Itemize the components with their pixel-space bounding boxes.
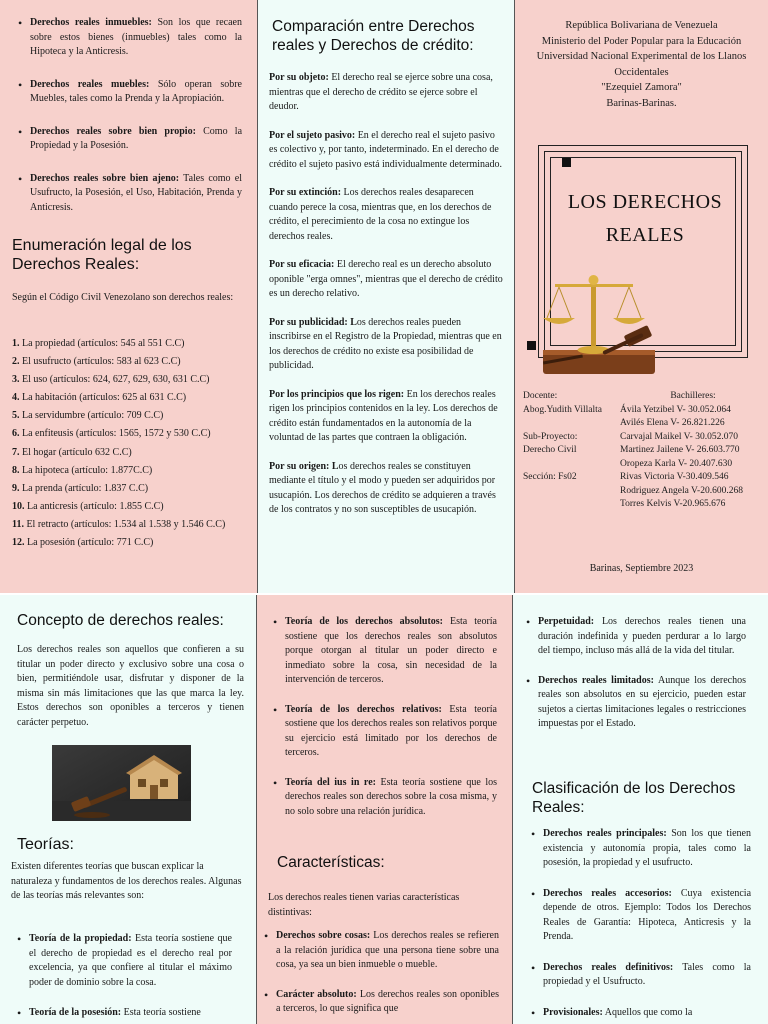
caracteristicas-intro: Los derechos reales tienen varias características distintivas: <box>268 892 460 918</box>
list-item: • Carácter absoluto: Los derechos reales son oponibles a terceros, lo que significa que <box>262 988 499 1017</box>
caracteristicas-heading: Características: <box>277 854 385 871</box>
panel-clasificacion <box>513 595 768 1024</box>
list-item: • Derechos reales definitivos: Tales como la propiedad y el Usufructo. <box>529 961 751 990</box>
teorias-paragraph: Existen diferentes teorías que buscan explicar la naturaleza y fundamentos de los derechos reales. Algunas de las teorías más relevantes son: <box>11 861 242 901</box>
caracteristicas-continued-list <box>524 615 746 732</box>
list-item: 11. El retracto (artículos: 1.534 al 1.538 y 1.546 C.C) <box>12 518 226 530</box>
list-item: Por su eficacia: El derecho real es un derecho absoluto oponible "erga omnes", mientras que el derecho de crédito es un derecho relativo. <box>269 259 503 299</box>
list-item: • Teoría de la propiedad: Esta teoría sostiene que el derecho de propiedad es el derecho real por excelencia, ya que confiere al titular el máximo poder de dominio sobre la cosa. <box>15 932 232 990</box>
list-item: Por su extinción: Los derechos reales desaparecen cuando perece la cosa, mientras que, en los derechos de crédito, el perecimiento de la cosa no extingue los derechos reales. <box>269 187 492 242</box>
cover-left-info: Docente: Abog.Yudith Villalta Sub-Proyecto: Derecho Civil Sección: Fs02 <box>523 391 602 482</box>
students-label: Bachilleres: <box>670 391 716 401</box>
decorative-square <box>527 341 536 350</box>
list-item: Rivas Victoria V-30.409.546 <box>620 472 729 482</box>
list-item: Oropeza Karla V- 20.407.630 <box>620 458 733 469</box>
house-gavel-image <box>52 745 191 821</box>
teorias-heading: Teorías: <box>17 836 74 853</box>
fold-line <box>256 595 257 1024</box>
enumeracion-intro: Según el Código Civil Venezolano son derechos reales: <box>12 292 234 303</box>
fold-line <box>257 0 258 593</box>
list-item: Por el sujeto pasivo: En el derecho real el sujeto pasivo es colectivo y, por tanto, indeterminado. En el derecho de crédito el sujeto pasivo está individualmente determinado. <box>269 129 502 170</box>
cover-date: Barinas, Septiembre 2023 <box>589 563 694 574</box>
clasificacion-heading: Clasificación de los Derechos Reales: <box>532 780 736 816</box>
list-item: Ávila Yetzibel V- 30.052.064 <box>620 404 731 415</box>
caracteristicas-list <box>262 929 499 1017</box>
comparacion-items <box>269 71 505 518</box>
teorias-continued-list <box>271 615 497 819</box>
list-item: Avilés Elena V- 26.821.226 <box>620 418 725 428</box>
list-item: Martinez Jailene V- 26.603.770 <box>620 445 740 455</box>
list-item: Por su origen: Los derechos reales se constituyen mediante el título y el modo y pueden ser adquiridos por usucapión. Los derechos de crédito se adquieren a través de los contratos y no son susceptibles de usucapión. <box>269 460 496 515</box>
list-item: • Derechos reales sobre bien propio: Como la Propiedad y la Posesión. <box>16 125 242 154</box>
list-item: • Derechos sobre cosas: Los derechos reales se refieren a la relación jurídica que una persona tiene sobre una cosa, ya sea un bien inmueble o mueble. <box>262 929 499 973</box>
list-item: 9. La prenda (artículo: 1.837 C.C) <box>12 482 149 494</box>
list-item: Por su objeto: El derecho real se ejerce sobre una cosa, mientras que el derecho de crédito se ejerce sobre el deudor. <box>269 72 493 112</box>
list-item: 5. La servidumbre (artículo: 709 C.C) <box>12 410 164 422</box>
panel-derechos-clases <box>0 0 257 593</box>
list-item: 7. El hogar (artículo 632 C.C) <box>12 446 132 458</box>
enumeracion-heading: Enumeración legal de los Derechos Reales: <box>12 237 192 273</box>
concepto-paragraph: Los derechos reales son aquellos que confieren a su titular un poder directo y exclusivo sobre una cosa o bien, permitiéndole usar, disfrutar y disponer de la misma sin más limitaciones que las que marca la ley. Estos derechos son oponibles a terceros y tienen carácter perpetuo. <box>17 644 244 728</box>
list-item: 6. La enfiteusis (artículos: 1565, 1572 y 530 C.C) <box>12 428 211 440</box>
list-item: 1. La propiedad (artículos: 545 al 551 C.C) <box>12 338 185 349</box>
list-item: • Perpetuidad: Los derechos reales tienen una duración indefinida y pueden perdurar a lo largo del tiempo, incluso más allá de la vida del titular. <box>524 615 746 659</box>
list-item: Por su publicidad: Los derechos reales pueden inscribirse en el Registro de la Propiedad, mientras que en los derechos de crédito no existe esa posibilidad de publicidad. <box>269 316 502 371</box>
list-item: • Derechos reales sobre bien ajeno: Tales como el Usufructo, la Posesión, el Uso, Habitación, Prenda y Anticresis. <box>16 172 242 216</box>
teorias-bullet-list <box>15 932 232 1021</box>
list-item: Carvajal Maikel V- 30.052.070 <box>620 431 738 442</box>
list-item: 2. El usufructo (artículos: 583 al 623 C.C) <box>12 356 181 368</box>
list-item: Por los principios que los rigen: En los derechos reales rigen los principios contenidos en la ley. Los derechos de crédito están fundamentados en la autonomía de la voluntad de las partes que contraen la obligación. <box>269 388 498 443</box>
list-item: Rodriguez Angela V-20.600.268 <box>620 485 743 496</box>
list-item: • Provisionales: Aquellos que como la <box>529 1006 751 1021</box>
list-item: • Teoría de los derechos absolutos: Esta teoría sostiene que los derechos reales son absolutos porque otorgan al titular un poder directo e inmediato sobre la cosa, sin necesidad de la intervención de terceros. <box>271 615 497 688</box>
panel-comparacion <box>258 0 514 593</box>
enumeracion-list <box>12 335 252 552</box>
list-item: 3. El uso (artículos: 624, 627, 629, 630, 631 C.C) <box>12 374 210 386</box>
concepto-heading: Concepto de derechos reales: <box>17 612 224 629</box>
panel-concepto <box>0 595 256 1024</box>
cover-students <box>620 390 766 512</box>
list-item: • Derechos reales limitados: Aunque los derechos reales son absolutos en su ejercicio, pueden estar sujetos a ciertas limitaciones legales o restricciones impuestas por el Estado. <box>524 674 746 732</box>
list-item: • Derechos reales accesorios: Cuya existencia depende de otros. Ejemplo: Todos los Derechos Reales de Garantía: Hipoteca, Anticresis y la Prenda. <box>529 887 751 945</box>
list-item: 8. La hipoteca (artículo: 1.877C.C) <box>12 464 153 476</box>
decorative-square <box>562 158 571 167</box>
clasificacion-list <box>529 827 751 1020</box>
clases-bullet-list <box>16 16 242 215</box>
list-item: • Derechos reales inmuebles: Son los que recaen sobre estos bienes (inmuebles) tales como la Hipoteca y la Anticresis. <box>16 16 242 60</box>
list-item: • Derechos reales muebles: Sólo operan sobre Muebles, tales como la Prenda y la Apropiación. <box>16 78 242 107</box>
list-item: 10. La anticresis (artículo: 1.855 C.C) <box>12 500 164 512</box>
cover-title: LOS DERECHOS REALES <box>567 191 723 246</box>
fold-line <box>512 595 513 1024</box>
list-item: • Teoría de los derechos relativos: Esta teoría sostiene que los derechos reales son relativos porque su ejercicio está limitado por los derechos de terceros. <box>271 703 497 761</box>
comparacion-heading: Comparación entre Derechos reales y Derechos de crédito: <box>272 18 475 54</box>
panel-cover <box>515 0 768 593</box>
panel-teorias-caracteristicas <box>257 595 512 1024</box>
list-item: • Derechos reales principales: Son los que tienen existencia y autonomía propia, tales como la posesión, la propiedad y el usufructo. <box>529 827 751 871</box>
list-item: • Teoría de la posesión: Esta teoría sostiene <box>15 1006 232 1021</box>
list-item: 4. La habitación (artículos: 625 al 631 C.C) <box>12 392 187 404</box>
list-item: • Teoría del ius in re: Esta teoría sostiene que los derechos reales son derechos sobre la cosa misma, y no solo sobre una relación jurídica. <box>271 776 497 820</box>
list-item: Torres Kelvis V-20.965.676 <box>620 499 726 509</box>
list-item: 12. La posesión (artículo: 771 C.C) <box>12 537 154 549</box>
cover-institution-header: República Bolivariana de Venezuela Ministerio del Poder Popular para la Educación Universidad Nacional Experimental de los Llanos Occidentales "Ezequiel Zamora" Barinas-Barinas. <box>536 20 747 109</box>
scales-of-justice-icon <box>541 270 671 382</box>
fold-line <box>514 0 515 593</box>
